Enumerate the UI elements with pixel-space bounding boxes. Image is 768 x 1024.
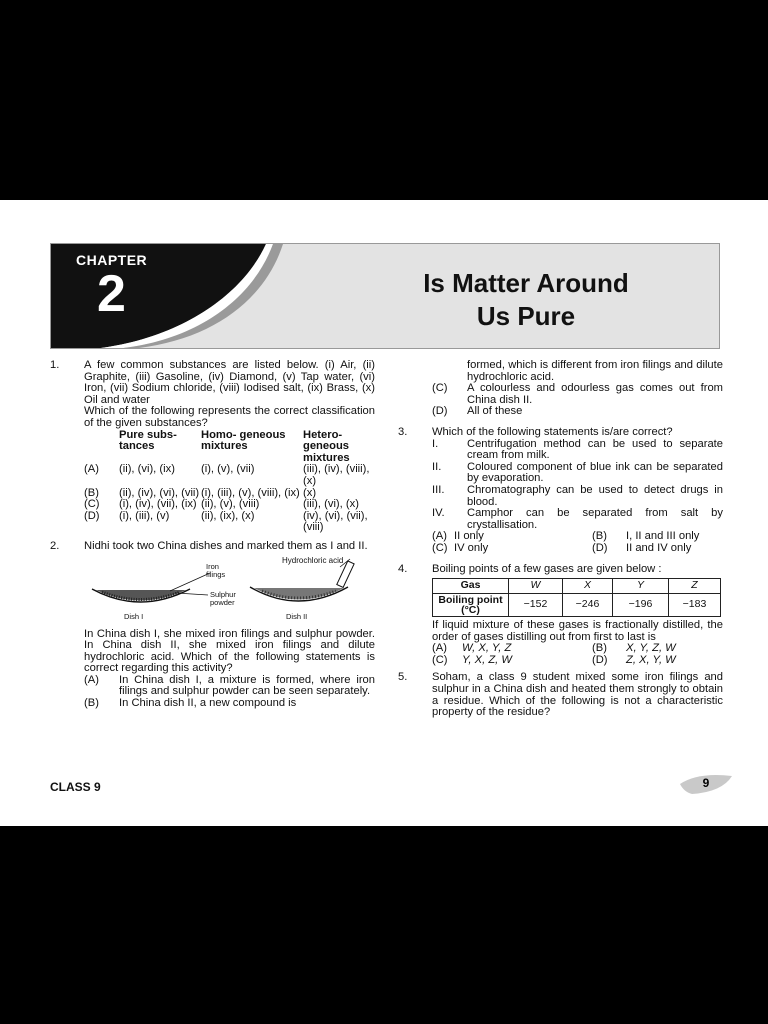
statement-text: Coloured component of blue ink can be separated by evaporation.: [467, 460, 723, 485]
question-text: Boiling points of a few gases are given below :: [432, 562, 662, 575]
page-number: 9: [702, 776, 710, 790]
option-label: (A): [84, 673, 99, 686]
option-text: In China dish II, a new compound is: [119, 698, 297, 710]
classification-header: [84, 430, 375, 465]
option-text: A colourless and odourless gas comes out from China dish II.: [467, 382, 723, 406]
answer-option: [50, 675, 375, 698]
table-header: Gas: [433, 579, 509, 594]
question-prompt: Which of the following represents the correct classification of the given substances?: [84, 405, 375, 429]
label-sulphur-powder: Sulphur powder: [210, 589, 236, 607]
question-number: 3.: [398, 425, 408, 438]
question-2-body: [50, 629, 375, 675]
option-cell: (i), (iii), (v), (viii), (ix): [201, 486, 300, 499]
question-4: [398, 564, 723, 576]
option-cell: (i), (iv), (vii), (ix): [119, 498, 197, 511]
option-text: In China dish I, a mixture is formed, where iron filings and sulphur powder can be seen separately.: [119, 673, 375, 698]
option-text: II and IV only: [626, 541, 692, 554]
option-label: (C): [432, 541, 448, 554]
statement: [398, 508, 723, 531]
option-label: (B): [592, 642, 607, 655]
label-hydrochloric-acid: Hydrochloric acid: [282, 555, 344, 565]
option-label: (D): [84, 509, 100, 522]
question-text: Nidhi took two China dishes and marked them as I and II.: [84, 539, 368, 552]
question-1: [50, 360, 375, 430]
label-iron-filings: Iron filings: [206, 561, 226, 579]
chapter-title-line2: Us Pure: [476, 301, 576, 331]
option-cell: (ii), (v), (viii): [201, 498, 260, 511]
page-number-badge: [678, 772, 734, 796]
option-text: Y, X, Z, W: [462, 653, 512, 666]
table-cell: Y: [636, 579, 644, 592]
question-3: [398, 427, 723, 439]
chapter-title-line1: Is Matter Around: [423, 268, 629, 298]
option-label: (C): [432, 382, 448, 395]
question-text: If liquid mixture of these gases is fractionally distilled, the order of gases distilling out from first to last is: [432, 619, 723, 643]
option-text: X, Y, Z, W: [626, 642, 676, 655]
table-cell: W: [530, 579, 541, 592]
statement-text: Camphor can be separated from salt by crystallisation.: [467, 507, 723, 531]
statement: [398, 462, 723, 485]
chapter-label: CHAPTER: [76, 252, 148, 268]
statement-text: Centrifugation method can be used to separate cream from milk.: [467, 437, 723, 462]
option-cell: (iii), (vi), (x): [303, 498, 359, 511]
option-cell: (iv), (vi), (vii), (viii): [303, 509, 368, 534]
table-header: Boiling point (°C): [433, 594, 509, 617]
classification-option: [84, 499, 375, 511]
option-label: (B): [592, 530, 607, 543]
option-label: (C): [432, 653, 448, 666]
option-cell: (x): [303, 486, 317, 499]
table-cell: −152: [509, 594, 563, 617]
options-row: [432, 543, 723, 555]
answer-option-continued: [398, 360, 723, 383]
question-number: 5.: [398, 671, 408, 684]
table-row: [433, 579, 721, 594]
option-label: (A): [432, 530, 447, 543]
option-label: (D): [592, 653, 608, 666]
header-homogeneous: Homo- geneous mixtures: [201, 428, 286, 453]
classification-option: [84, 464, 375, 487]
answer-option: [50, 698, 375, 710]
option-label: (A): [432, 642, 447, 655]
option-text: II only: [454, 530, 484, 543]
option-text: Z, X, Y, W: [626, 653, 676, 666]
boiling-point-table: [432, 578, 721, 617]
classification-option: [84, 511, 375, 534]
question-number: 2.: [50, 539, 60, 552]
option-label: (B): [84, 697, 99, 710]
question-4-body: [398, 620, 723, 643]
option-text: I, II and III only: [626, 530, 700, 543]
statement: [398, 485, 723, 508]
table-cell: −246: [563, 594, 613, 617]
table-cell: −196: [613, 594, 669, 617]
label-dish-1: Dish I: [124, 611, 144, 621]
header-pure: Pure subs- tances: [119, 428, 177, 453]
label-dish-2: Dish II: [286, 611, 308, 621]
option-cell: (i), (iii), (v): [119, 509, 170, 522]
question-number: 1.: [50, 359, 60, 371]
option-cell: (iii), (iv), (viii), (x): [303, 463, 370, 487]
option-text: All of these: [467, 405, 523, 418]
statement: [398, 439, 723, 462]
book-page: [0, 200, 768, 826]
question-2: [50, 541, 375, 553]
option-label: (D): [592, 541, 608, 554]
question-text: Which of the following statements is/are correct?: [432, 425, 673, 438]
question-number: 4.: [398, 562, 408, 575]
option-text: IV only: [454, 541, 489, 554]
header-heterogeneous: Hetero- geneous mixtures: [303, 428, 350, 464]
option-text: W, X, Y, Z: [462, 642, 512, 655]
statement-label: I.: [432, 437, 439, 450]
option-label: (B): [84, 486, 99, 499]
option-cell: (ii), (ix), (x): [201, 509, 255, 522]
question-text: In China dish I, she mixed iron filings and sulphur powder. In China dish II, she mixed iron filings and dilute hydrochloric acid. Which of the following statements is correct regarding this activity?: [84, 627, 375, 675]
option-label: (A): [84, 463, 99, 476]
options-row: [432, 655, 723, 667]
chapter-banner: [50, 243, 720, 349]
right-column: [398, 360, 723, 719]
option-label: (D): [432, 405, 448, 418]
table-cell: X: [583, 579, 591, 592]
table-row: [433, 594, 721, 617]
answer-option: [398, 406, 723, 418]
option-text: formed, which is different from iron filings and dilute hydrochloric acid.: [467, 359, 723, 383]
china-dish-figure: [50, 555, 375, 625]
option-cell: (ii), (iv), (vi), (vii): [119, 486, 200, 499]
question-text: A few common substances are listed below. (i) Air, (ii) Graphite, (iii) Gasoline, (iv) Diamond, (v) Tap water, (vi) Iron, (vii) Sodium chloride, (viii) Iodised salt, (ix) Brass, (x) Oil and water: [84, 359, 375, 406]
question-5: [398, 672, 723, 718]
option-cell: (i), (v), (vii): [201, 463, 255, 476]
statement-label: II.: [432, 460, 442, 473]
table-cell: −183: [669, 594, 721, 617]
chapter-number: 2: [97, 265, 126, 323]
option-label: (C): [84, 498, 100, 511]
statement-text: Chromatography can be used to detect drugs in blood.: [467, 483, 723, 508]
option-cell: (ii), (vi), (ix): [119, 463, 175, 476]
answer-option: [398, 383, 723, 406]
table-cell: Z: [691, 579, 698, 592]
statement-label: III.: [432, 483, 445, 496]
footer-class-label: CLASS 9: [50, 780, 101, 794]
left-column: [50, 360, 375, 710]
question-text: Soham, a class 9 student mixed some iron filings and sulphur in a China dish and heated them strongly to obtain a residue. Which of the following is not a characteristic property of the residue?: [432, 671, 723, 719]
statement-label: IV.: [432, 507, 445, 520]
classification-table: [84, 430, 375, 534]
